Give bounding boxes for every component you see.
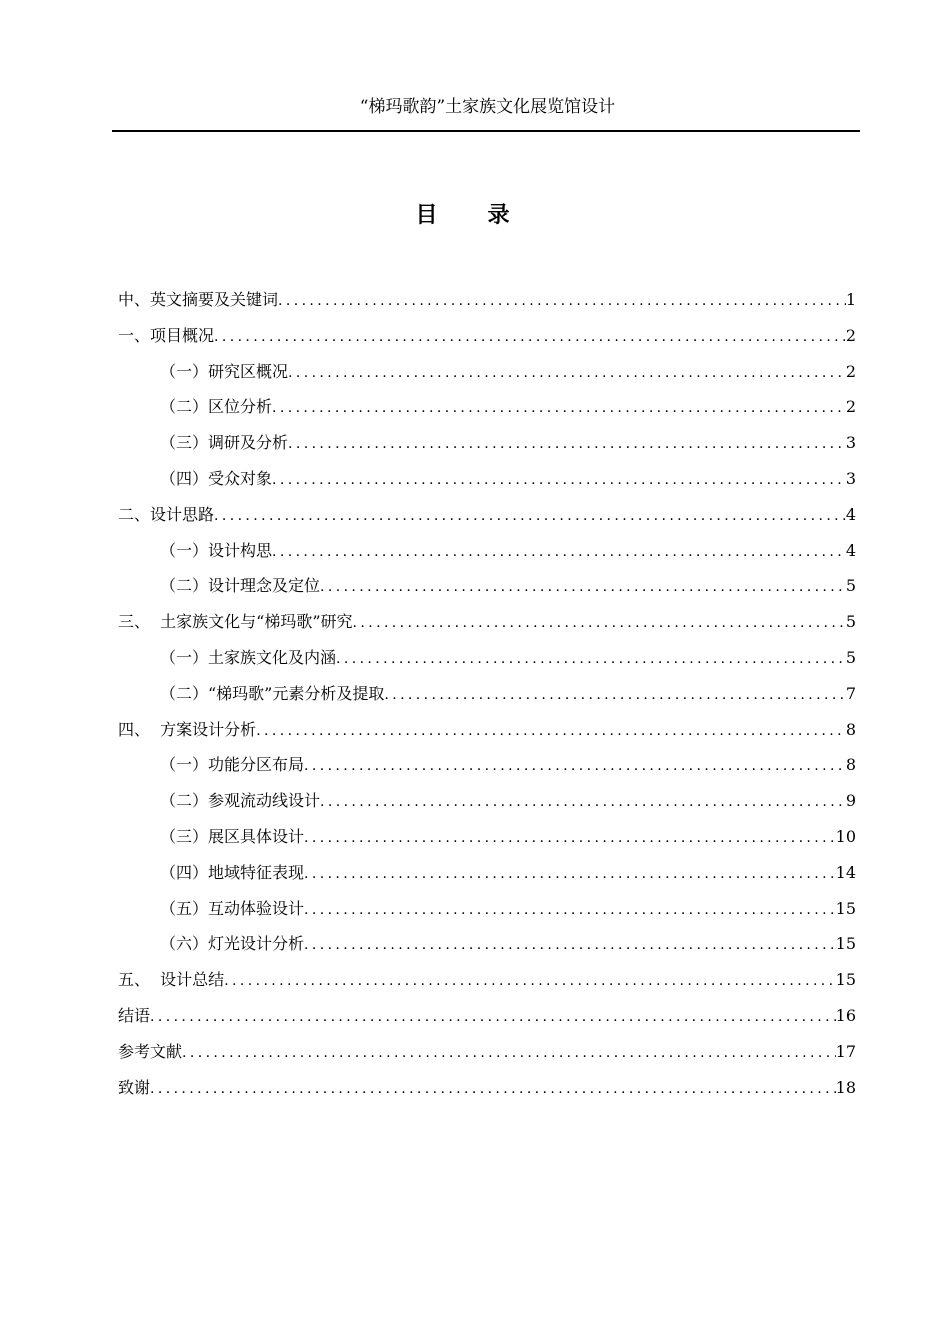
dot-leader [256,719,846,743]
toc-entry[interactable] [118,789,856,825]
dot-leader [304,862,836,886]
toc-entry-label: （一）设计构思 [160,540,273,560]
toc-entry[interactable] [118,825,856,861]
toc-entry-label: （二）设计理念及定位 [160,576,321,596]
toc-entry-page: 5 [845,576,856,596]
toc-entry-page: 1 [845,290,856,309]
toc-entry-page: 4 [845,540,856,560]
toc-entry-page: 15 [835,898,856,918]
toc-entry-label: （三）展区具体设计 [160,826,305,846]
toc-entry[interactable] [118,682,856,718]
dot-leader [214,504,846,528]
dot-leader [320,575,846,599]
dot-leader [384,683,845,707]
dot-leader [224,969,835,993]
toc-entry-page: 2 [845,361,856,381]
toc-entry-label: 五、 设计总结 [118,970,225,990]
toc-entry[interactable] [118,503,856,539]
toc-entry[interactable] [118,646,856,682]
toc-entry-label: （二）“梯玛歌”元素分析及提取 [160,683,385,703]
dot-leader [150,1005,836,1029]
toc-entry[interactable] [118,718,856,754]
dot-leader [182,1041,836,1065]
toc-entry-page: 14 [835,862,856,882]
toc-entry[interactable] [118,539,856,575]
dot-leader [320,790,846,814]
toc-entry-label: 二、设计思路 [118,504,215,524]
dot-leader [288,432,846,456]
toc-entry[interactable] [118,610,856,646]
toc-entry-label: （一）功能分区布局 [160,755,305,775]
toc-entry-label: 三、 土家族文化与“梯玛歌”研究 [118,612,353,632]
toc-entry-page: 15 [835,934,856,954]
toc-entry-page: 4 [845,504,856,524]
toc-entry-label: （四）地域特征表现 [160,862,305,882]
dot-leader [304,933,836,957]
toc-entry[interactable] [118,467,856,503]
toc-entry-label: 致谢 [118,1077,151,1097]
toc-entry-page: 2 [845,325,856,345]
toc-entry-page: 7 [845,683,856,703]
toc-entry[interactable] [118,861,856,897]
toc-entry-label: 参考文献 [118,1041,183,1061]
toc-entry-page: 10 [835,826,856,846]
toc-entry[interactable] [118,753,856,789]
table-of-contents [118,288,856,1111]
dot-leader [353,611,846,635]
toc-entry[interactable] [118,1004,856,1040]
toc-entry[interactable] [118,897,856,933]
dot-leader [304,754,846,778]
toc-entry-page: 3 [845,468,856,488]
toc-entry-page: 9 [845,791,856,811]
toc-title: 目录 [415,203,560,228]
dot-leader [272,468,846,492]
toc-entry-label: （五）互动体验设计 [160,898,305,918]
toc-entry-page: 18 [835,1077,856,1097]
toc-entry-label: （三）调研及分析 [160,433,289,453]
toc-entry[interactable] [118,1076,856,1112]
toc-entry-page: 17 [835,1041,856,1061]
toc-entry-page: 8 [845,719,856,739]
toc-entry-page: 2 [845,397,856,417]
toc-entry-page: 5 [845,612,856,632]
dot-leader [304,826,836,850]
toc-entry-page: 8 [845,755,856,775]
toc-entry[interactable] [118,395,856,431]
running-header: “梯玛歌韵”土家族文化展览馆设计 [359,97,616,117]
toc-entry-page: 3 [845,433,856,453]
toc-entry-label: （四）受众对象 [160,468,273,488]
toc-entry[interactable] [118,1040,856,1076]
toc-entry-label: 一、项目概况 [118,325,215,345]
toc-entry[interactable] [118,324,856,360]
toc-entry[interactable] [118,360,856,396]
toc-entry-label: 结语 [118,1005,151,1025]
toc-entry[interactable] [118,288,856,324]
toc-entry[interactable] [118,968,856,1004]
dot-leader [272,396,846,420]
toc-entry-page: 5 [845,647,856,667]
toc-entry-label: 四、 方案设计分析 [118,719,257,739]
dot-leader [288,361,846,385]
toc-entry-label: （二）区位分析 [160,397,273,417]
dot-leader [336,647,846,671]
toc-entry-page: 16 [835,1005,856,1025]
dot-leader [304,898,836,922]
toc-entry-label: （二）参观流动线设计 [160,791,321,811]
toc-entry-page: 15 [835,970,856,990]
toc-entry[interactable] [118,574,856,610]
header-rule [112,130,860,132]
dot-leader [214,325,846,349]
dot-leader [278,289,846,313]
dot-leader [150,1077,836,1101]
toc-entry[interactable] [118,932,856,968]
toc-entry-label: （六）灯光设计分析 [160,934,305,954]
toc-entry-label: （一）土家族文化及内涵 [160,647,337,667]
toc-entry-label: （一）研究区概况 [160,361,289,381]
toc-entry-label: 中、英文摘要及关键词 [118,290,279,309]
dot-leader [272,540,846,564]
toc-entry[interactable] [118,431,856,467]
